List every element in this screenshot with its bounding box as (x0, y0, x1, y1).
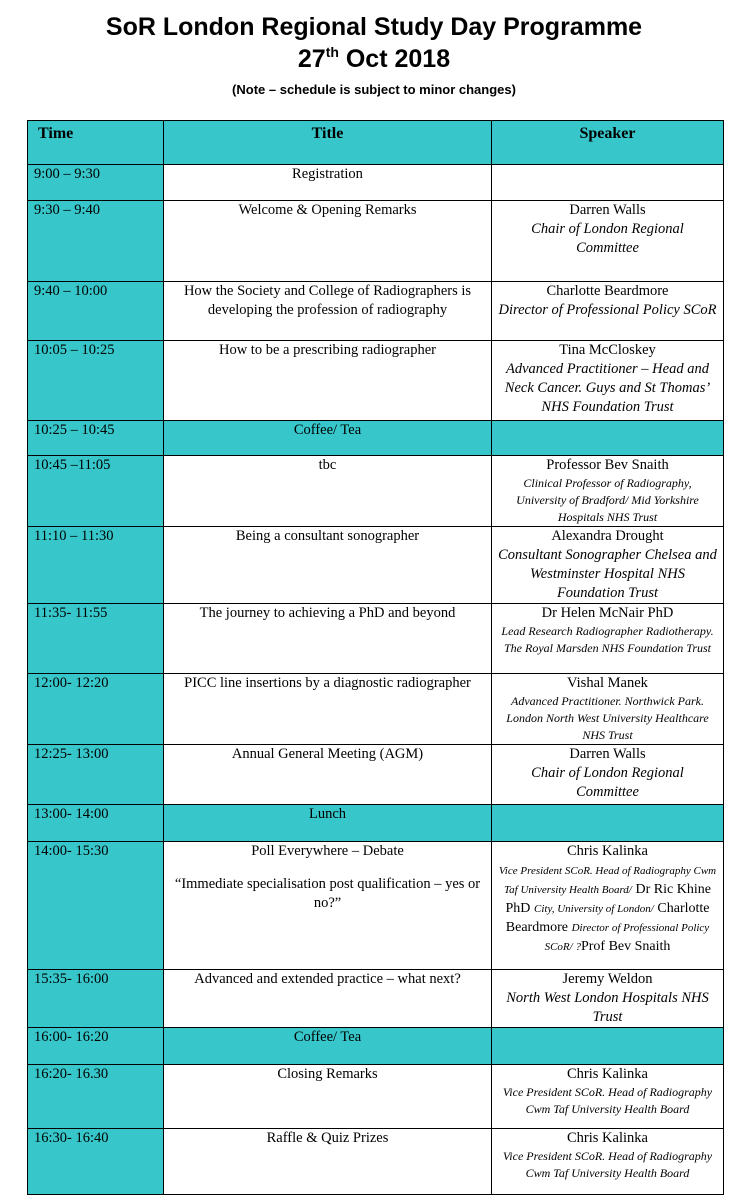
table-row (28, 745, 724, 805)
speaker-name: Professor Bev Snaith (546, 457, 669, 473)
speaker-name: Tina McCloskey (559, 342, 656, 358)
row-time: 16:20- 16.30 (28, 1065, 164, 1129)
row-time: 9:40 – 10:00 (28, 282, 164, 341)
speaker-role: Advanced Practitioner. Northwick Park. London North West University Healthcare NHS Trust (506, 694, 709, 742)
table-row (28, 165, 724, 201)
debate-motion: “Immediate specialisation post qualification – yes or no?” (174, 876, 481, 911)
row-speaker (492, 527, 724, 604)
speaker-role: North West London Hospitals NHS Trust (506, 990, 709, 1025)
speaker-name-4: Prof Bev Snaith (580, 939, 671, 954)
row-speaker (492, 1129, 724, 1195)
speaker-name: Charlotte Beardmore (546, 283, 669, 299)
row-time: 9:00 – 9:30 (28, 165, 164, 201)
row-time: 11:10 – 11:30 (28, 527, 164, 604)
speaker-name: Chris Kalinka (567, 1066, 648, 1082)
row-speaker (492, 604, 724, 674)
row-speaker (492, 165, 724, 201)
page-title: SoR London Regional Study Day Programme (105, 13, 643, 41)
row-speaker (492, 456, 724, 527)
table-row (28, 604, 724, 674)
row-time: 15:35- 16:00 (28, 970, 164, 1028)
row-title: Annual General Meeting (AGM) (164, 745, 492, 805)
speaker-name: Jeremy Weldon (562, 971, 653, 987)
table-row (28, 805, 724, 842)
row-time: 10:25 – 10:45 (28, 421, 164, 456)
row-time: 12:00- 12:20 (28, 674, 164, 745)
date-rest: Oct 2018 (345, 45, 451, 73)
speaker-role-2: City, University of London/ (534, 903, 654, 915)
row-title: Advanced and extended practice – what next? (164, 970, 492, 1028)
row-title: Being a consultant sonographer (164, 527, 492, 604)
row-speaker (492, 805, 724, 842)
row-time: 9:30 – 9:40 (28, 201, 164, 282)
table-row (28, 456, 724, 527)
row-title (164, 842, 492, 970)
row-time: 16:30- 16:40 (28, 1129, 164, 1195)
speaker-role: Vice President SCoR. Head of Radiography Cwm Taf University Health Board (502, 1085, 713, 1116)
table-row (28, 201, 724, 282)
row-time: 11:35- 11:55 (28, 604, 164, 674)
row-speaker (492, 341, 724, 421)
row-title: How the Society and College of Radiographers is developing the profession of radiography (164, 282, 492, 341)
col-header-speaker: Speaker (492, 121, 724, 165)
row-title: How to be a prescribing radiographer (164, 341, 492, 421)
row-title: tbc (164, 456, 492, 527)
row-time: 16:00- 16:20 (28, 1028, 164, 1065)
table-row (28, 1028, 724, 1065)
row-title: Lunch (164, 805, 492, 842)
row-speaker (492, 201, 724, 282)
table-row (28, 1065, 724, 1129)
speaker-role: Vice President SCoR. Head of Radiography Cwm Taf University Health Board (502, 1149, 713, 1180)
table-row (28, 674, 724, 745)
row-time: 10:05 – 10:25 (28, 341, 164, 421)
speaker-role: Consultant Sonographer Chelsea and Westminster Hospital NHS Foundation Trust (498, 547, 717, 601)
row-time: 13:00- 14:00 (28, 805, 164, 842)
speaker-role: Vice President SCoR. Head of Radiography Cwm Taf University Health Board/ (498, 865, 717, 896)
speaker-role: Chair of London Regional Committee (531, 221, 684, 256)
session-title: Poll Everywhere – Debate (251, 843, 404, 859)
row-time: 12:25- 13:00 (28, 745, 164, 805)
table-row (28, 970, 724, 1028)
speaker-name-2: Dr Ric Khine PhD (505, 882, 711, 916)
col-header-title: Title (164, 121, 492, 165)
programme-table (27, 120, 724, 1195)
speaker-name: Darren Walls (569, 202, 646, 218)
speaker-role-3: Director of Professional Policy SCoR/ ? (544, 922, 710, 953)
table-row (28, 1129, 724, 1195)
speaker-role: Advanced Practitioner – Head and Neck Cancer. Guys and St Thomas’ NHS Foundation Trust (504, 361, 711, 415)
row-title: Registration (164, 165, 492, 201)
table-row (28, 282, 724, 341)
row-speaker (492, 745, 724, 805)
row-speaker (492, 842, 724, 970)
table-header-row (28, 121, 724, 165)
speaker-name: Dr Helen McNair PhD (541, 605, 674, 621)
row-time: 14:00- 15:30 (28, 842, 164, 970)
table-row (28, 527, 724, 604)
row-time: 10:45 –11:05 (28, 456, 164, 527)
row-title: PICC line insertions by a diagnostic radiographer (164, 674, 492, 745)
row-speaker (492, 282, 724, 341)
speaker-name-3: Charlotte Beardmore (505, 901, 710, 935)
speaker-name: Vishal Manek (567, 675, 648, 691)
row-title: Coffee/ Tea (164, 421, 492, 456)
col-header-time: Time (28, 121, 164, 165)
speaker-role: Chair of London Regional Committee (531, 765, 684, 800)
speaker-name: Chris Kalinka (567, 1130, 648, 1146)
row-title: The journey to achieving a PhD and beyond (164, 604, 492, 674)
event-date (0, 44, 748, 74)
speaker-role: Lead Research Radiographer Radiotherapy. The Royal Marsden NHS Foundation Trust (501, 624, 714, 655)
row-speaker (492, 1065, 724, 1129)
row-speaker (492, 970, 724, 1028)
date-suffix: th (325, 44, 339, 60)
speaker-name: Darren Walls (569, 746, 646, 762)
date-day: 27 (297, 45, 326, 73)
row-speaker (492, 674, 724, 745)
table-row (28, 842, 724, 970)
table-row (28, 341, 724, 421)
row-title: Welcome & Opening Remarks (164, 201, 492, 282)
row-title: Raffle & Quiz Prizes (164, 1129, 492, 1195)
row-title: Coffee/ Tea (164, 1028, 492, 1065)
row-speaker (492, 421, 724, 456)
speaker-name: Chris Kalinka (567, 843, 648, 859)
speaker-name: Alexandra Drought (551, 528, 664, 544)
row-speaker (492, 1028, 724, 1065)
table-row (28, 421, 724, 456)
schedule-note: (Note – schedule is subject to minor changes) (232, 82, 516, 97)
row-title: Closing Remarks (164, 1065, 492, 1129)
speaker-role: Director of Professional Policy SCoR (498, 302, 717, 318)
speaker-role: Clinical Professor of Radiography, University of Bradford/ Mid Yorkshire Hospitals NHS Trust (516, 476, 699, 524)
